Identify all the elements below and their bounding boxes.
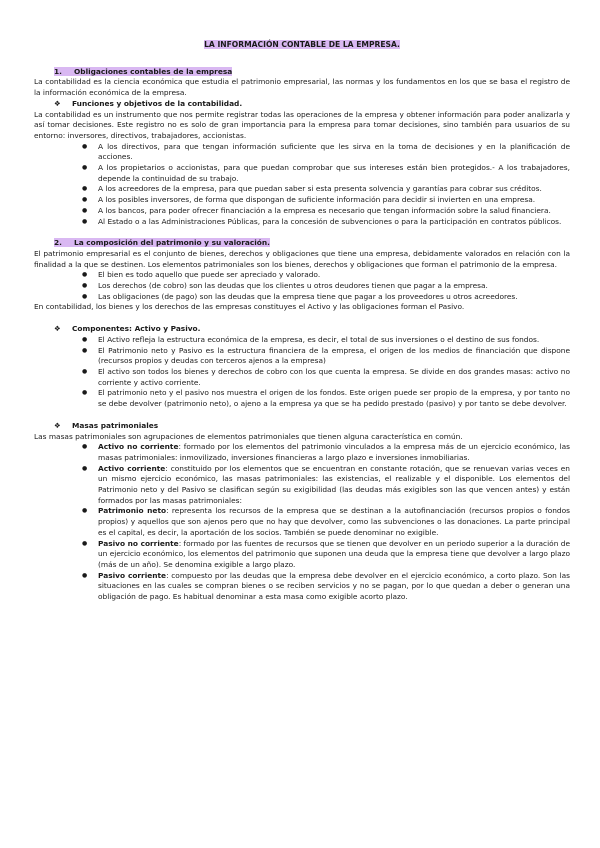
list-item: ● Al Estado o a las Administraciones Públicas, para la concesión de subvenciones o para la participación en contratos públicos. xyxy=(34,217,570,228)
section-2-list xyxy=(34,270,570,302)
section-1-subtext: La contabilidad es un instrumento que nos permite registrar todas las operaciones de la empresa y obtener información para poder analizarla y así tomar decisiones. Este registro no es solo de gran importancia para la empresa para tomar decisiones, sino también para usuarios de su entorno: inversores, directivos, trabajadores, accionistas. xyxy=(34,109,570,140)
list-item: ● A los bancos, para poder ofrecer financiación a la empresa es necesario que tengan información sobre la salud financiera. xyxy=(34,206,570,217)
term: Pasivo no corriente xyxy=(98,538,179,548)
term: Activo no corriente xyxy=(98,442,179,452)
section-4-intro: Las masas patrimoniales son agrupaciones de elementos patrimoniales que tienen alguna característica en común. xyxy=(34,431,463,441)
section-1-subheading: ❖ Funciones y objetivos de la contabilidad. xyxy=(54,98,243,108)
list-item: ● El bien es todo aquello que puede ser apreciado y valorado. xyxy=(34,270,570,281)
section-2-heading: 2. La composición del patrimonio y su valoración. xyxy=(54,238,270,248)
page-title: LA INFORMACIÓN CONTABLE DE LA EMPRESA. xyxy=(204,40,400,49)
section-1-list xyxy=(34,142,570,228)
term: Pasivo corriente xyxy=(98,570,167,580)
list-item: ● A los posibles inversores, de forma que dispongan de suficiente información para decidir si invierten en una empresa. xyxy=(34,195,570,206)
list-item: ● Activo corriente: constituido por los elementos que se encuentran en constante rotación, que se renuevan varias veces en un mismo ejercicio económico, las masas patrimoniales: las existencias, el realizable y el disponible. Los elementos del Patrimonio neto y del Pasivo se clasifican según su exigibilidad (las deudas más exigibles son las que vencen antes) y están formados por las masas patrimoniales: xyxy=(34,464,570,507)
list-item: ● El patrimonio neto y el pasivo nos muestra el origen de los fondos. Este origen puede ser propio de la empresa, y por tanto no se debe devolver (patrimonio neto), o ajeno a la empresa ya que se ha pedido prestado (pasivo) y por tanto se debe devolver. xyxy=(34,388,570,409)
list-item: ● A los directivos, para que tengan información suficiente que les sirva en la toma de decisiones y en la planificación de acciones. xyxy=(34,142,570,163)
list-item: ● El Patrimonio neto y Pasivo es la estructura financiera de la empresa, el origen de los medios de financiación que dispone (recursos propios y deudas con terceros ajenos a la empresa) xyxy=(34,346,570,367)
section-4-list xyxy=(34,442,570,603)
list-item: ● Patrimonio neto: representa los recursos de la empresa que se destinan a la autofinanciación (recursos propios o fondos propios) y aquellos que son ajenos pero que no hay que devolver, como las subvenciones o las donaciones. La parte principal es el capital, es decir, la aportación de los socios. También se puede denominar no exigible. xyxy=(34,506,570,538)
list-item: ● El activo son todos los bienes y derechos de cobro con los que cuenta la empresa. Se divide en dos grandes masas: activo no corriente y activo corriente. xyxy=(34,367,570,388)
term: Patrimonio neto xyxy=(98,506,167,516)
list-item: ● Pasivo no corriente: formado por las fuentes de recursos que se tienen que devolver en un periodo superior a la duración de un ejercicio económico, los elementos del patrimonio que suponen una deuda que la empresa tiene que devolver a largo plazo (más de un año). Se denomina exigible a largo plazo. xyxy=(34,539,570,571)
section-3-list xyxy=(34,335,570,410)
list-item: ● Activo no corriente: formado por los elementos del patrimonio vinculados a la empresa más de un ejercicio económico, las masas patrimoniales: inmovilizado, inversiones financieras a largo plazo e inversiones inmobiliarias. xyxy=(34,442,570,463)
section-1-intro: La contabilidad es la ciencia económica que estudia el patrimonio empresarial, las normas y los fundamentos en los que se basa el registro de la información económica de la empresa. xyxy=(34,77,570,98)
document-page xyxy=(34,40,570,603)
list-item: ● Los derechos (de cobro) son las deudas que los clientes u otros deudores tienen que pagar a la empresa. xyxy=(34,281,570,292)
list-item: ● El Activo refleja la estructura económica de la empresa, es decir, el total de sus inversiones o el destino de sus fondos. xyxy=(34,335,570,346)
list-item: ● A los propietarios o accionistas, para que puedan comprobar que sus intereses están bien protegidos.- A los trabajadores, depende la continuidad de su trabajo. xyxy=(34,163,570,184)
section-1-heading: 1. Obligaciones contables de la empresa xyxy=(54,66,233,76)
list-item: ● Las obligaciones (de pago) son las deudas que la empresa tiene que pagar a los proveedores u otros acreedores. xyxy=(34,292,570,303)
section-3-heading: ❖ Componentes: Activo y Pasivo. xyxy=(54,324,201,334)
list-item: ● Pasivo corriente: compuesto por las deudas que la empresa debe devolver en el ejercicio económico, a corto plazo. Son las situaciones en las cuales se compran bienes o se reciben servicios y no se pagan, por lo que quedan a deber o generan una obligación de pago. Es habitual denominar a esta masa como exigible acorto plazo. xyxy=(34,571,570,603)
diamond-bullet-icon: ❖ xyxy=(54,420,61,430)
list-item: ● A los acreedores de la empresa, para que puedan saber si esta presenta solvencia y garantías para cobrar sus créditos. xyxy=(34,184,570,195)
term: Activo corriente xyxy=(98,463,166,473)
diamond-bullet-icon: ❖ xyxy=(54,98,61,108)
section-4-heading: ❖ Masas patrimoniales xyxy=(54,420,159,430)
diamond-bullet-icon: ❖ xyxy=(54,324,61,334)
section-2-intro: El patrimonio empresarial es el conjunto de bienes, derechos y obligaciones que tiene una empresa, debidamente valorados en relación con la finalidad a la que se destinen. Los elementos patrimoniales son los bienes, derechos y obligaciones que forman el patrimonio de la empresa. xyxy=(34,248,570,269)
section-2-outro: En contabilidad, los bienes y los derechos de las empresas constituyes el Activo y las obligaciones forman el Pasivo. xyxy=(34,302,465,312)
